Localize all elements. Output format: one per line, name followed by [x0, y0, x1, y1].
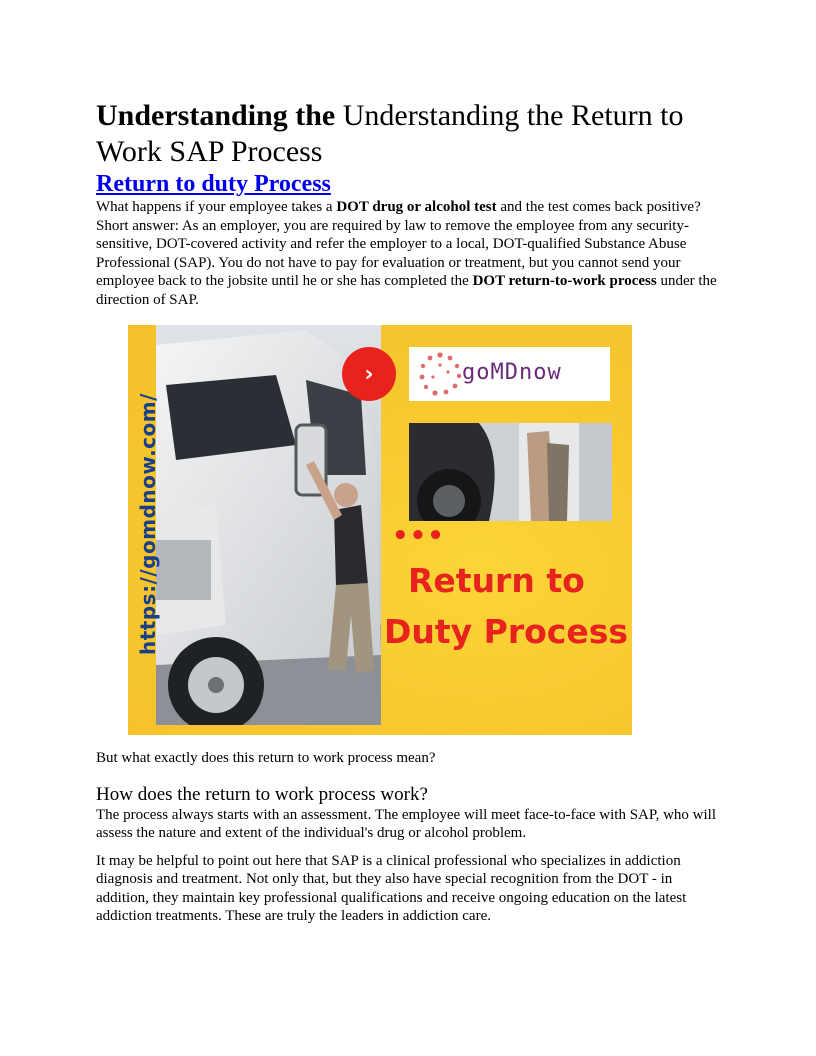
intro-bold-2: DOT return-to-work process [472, 273, 657, 289]
intro-text-1: What happens if your employee takes a [96, 199, 337, 215]
page-title-bold: Understanding the [96, 99, 336, 132]
page-title [96, 98, 720, 170]
intro-paragraph [96, 198, 720, 309]
section-heading: How does the return to work process work? [96, 783, 428, 805]
dotted-circle-logo-icon [413, 347, 467, 401]
subtitle-heading [96, 170, 720, 198]
document-body [96, 98, 720, 926]
intro-text-2: and the test comes back positive? Short answer: As an employer, you are required by law to remove the employee from any security-sensitive, DOT-covered activity and refer the employer to a local, DOT-qualified Substance Abuse Professional (SAP). You do not have to pay for evaluation or treatment, but you cannot send your employee back to the jobsite until he or she has completed the [96, 199, 701, 289]
sap-paragraph: It may be helpful to point out here that SAP is a clinical professional who specializes in addiction diagnosis and treatment. Not only that, but they also have special recognition from the DOT - in addition, they maintain key professional qualifications and receive ongoing education on the latest addiction treatments. These are truly the leaders in addiction care. [96, 852, 687, 924]
banner-headline-line1: Return to [408, 561, 585, 600]
chevron-right-icon: › [342, 347, 396, 401]
gomdnow-logo [409, 347, 610, 401]
promo-banner-image [128, 325, 632, 735]
banner-dots: ••• [392, 521, 445, 551]
banner-url-text [136, 625, 160, 655]
question-paragraph: But what exactly does this return to work process mean? [96, 750, 436, 766]
page-title-rest: Understanding the Return to Work SAP Process [96, 99, 684, 168]
return-to-duty-link[interactable]: Return to duty Process [96, 171, 331, 197]
banner-headline-line2: Duty Process [384, 612, 629, 651]
logo-wordmark: goMDnow [462, 360, 562, 385]
assessment-paragraph: The process always starts with an assessment. The employee will meet face-to-face with SAP, who will assess the nature and extent of the individual's drug or alcohol problem. [96, 806, 716, 841]
truck-wheel-photo [409, 423, 612, 521]
intro-text-3: under the direction of SAP. [96, 273, 717, 308]
intro-bold-1: DOT drug or alcohol test [336, 199, 497, 215]
